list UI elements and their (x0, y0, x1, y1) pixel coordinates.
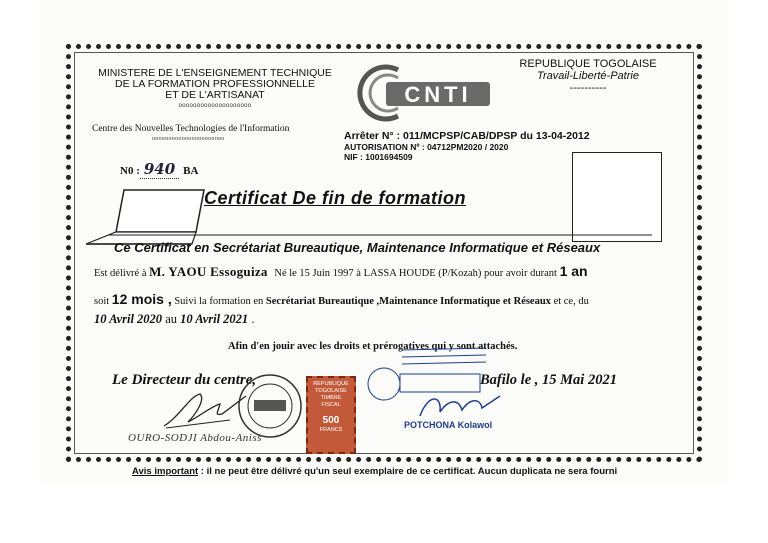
recipient-name: M. YAOU Essoguiza (149, 264, 268, 279)
republic-dashes: ---------- (569, 82, 607, 94)
tax-stamp (306, 376, 356, 454)
cnti-round-stamp-icon (236, 372, 304, 440)
authorization-number: AUTORISATION Nº : 04712PM2020 / 2020 (344, 142, 509, 152)
tax-stamp-line-2: TOGOLAISE (315, 388, 347, 394)
end-date: 10 Avril 2021 (180, 312, 249, 326)
authorization-block (344, 143, 508, 162)
duration-months: 12 mois , (111, 291, 172, 307)
cnti-logo-icon (364, 64, 500, 120)
director-label: Le Directeur du centre, (112, 372, 257, 388)
ministry-header (90, 68, 340, 112)
second-signature (418, 390, 502, 424)
important-notice (132, 466, 617, 477)
tax-stamp-line-4: FISCAL (321, 402, 341, 408)
ministry-line-3: ET DE L'ARTISANAT (165, 89, 265, 101)
notice-label: Avis important (132, 466, 199, 477)
etce-label: et ce, du (553, 296, 589, 307)
start-date: 10 Avril 2020 (94, 312, 163, 326)
ministry-separator: oooooooooooooooooooo (178, 103, 252, 109)
birth-details: Né le 15 Juin 1997 à LASSA HOUDE (P/Kozah) pour avoir durant (274, 268, 557, 279)
republic-motto: Travail-Liberté-Patrie (537, 70, 639, 82)
delivered-label: Est délivré à (94, 268, 147, 279)
republic-name: REPUBLIQUE TOGOLAISE (519, 58, 657, 70)
cnti-logo-text: CNTI (404, 82, 472, 107)
number-suffix: BA (183, 165, 199, 177)
training-name: Secrétariat Bureautique ,Maintenance Informatique et Réseaux (265, 296, 551, 307)
followed-label: Suivi la formation en (174, 296, 264, 307)
title-underline-decoration (108, 232, 652, 238)
number-value: 940 (140, 160, 179, 179)
soit-label: soit (94, 296, 110, 307)
nif-number: NIF : 1001694509 (344, 151, 413, 162)
republic-header (508, 58, 668, 94)
tax-stamp-value: 500 (322, 415, 340, 426)
body-line-2 (94, 291, 589, 307)
signatory-name: OURO-SODJI Abdou-Aniss (128, 432, 262, 444)
duration-years: 1 an (559, 263, 588, 279)
centre-name: Centre des Nouvelles Technologies de l'Information (92, 124, 290, 134)
notice-text: : il ne peut être délivré qu'un seul exemplaire de ce certificat. Aucun duplicata ne sera fourni (198, 466, 618, 477)
tax-stamp-currency: FRANCS (319, 427, 343, 433)
tax-stamp-line-1: REPUBLIQUE (313, 381, 349, 387)
arrete-reference: Arrêter N° : 011/MCPSP/CAB/DPSP du 13-04-2012 (344, 130, 590, 142)
ministry-line-2: DE LA FORMATION PROFESSIONNELLE (115, 78, 315, 90)
photo-placeholder (572, 152, 662, 242)
certificate-number (120, 160, 198, 178)
centre-separator: oooooooooooooooooooooo (152, 136, 225, 142)
certificate-subtitle: Ce Certificat en Secrétariat Bureautique, Maintenance Informatique et Réseaux (114, 240, 601, 255)
rights-statement: Afin d'en jouir avec les droits et prérogatives qui y sont attachés. (228, 341, 518, 352)
period-dot: . (251, 312, 255, 326)
place-and-date: Bafilo le , 15 Mai 2021 (480, 372, 617, 388)
body-line-1 (94, 263, 588, 280)
number-label: N0 : (120, 165, 140, 177)
centre-name-block (92, 124, 289, 142)
certificate-title: Certificat De fin de formation (204, 188, 467, 208)
tax-stamp-line-3: TIMBRE (320, 395, 342, 401)
body-line-3 (94, 312, 254, 327)
laptop-icon (84, 186, 208, 248)
stamp-signatory-name: POTCHONA Kolawol (404, 420, 493, 430)
ministry-line-1: MINISTERE DE L'ENSEIGNEMENT TECHNIQUE (98, 67, 332, 79)
au-label: au (165, 312, 177, 326)
